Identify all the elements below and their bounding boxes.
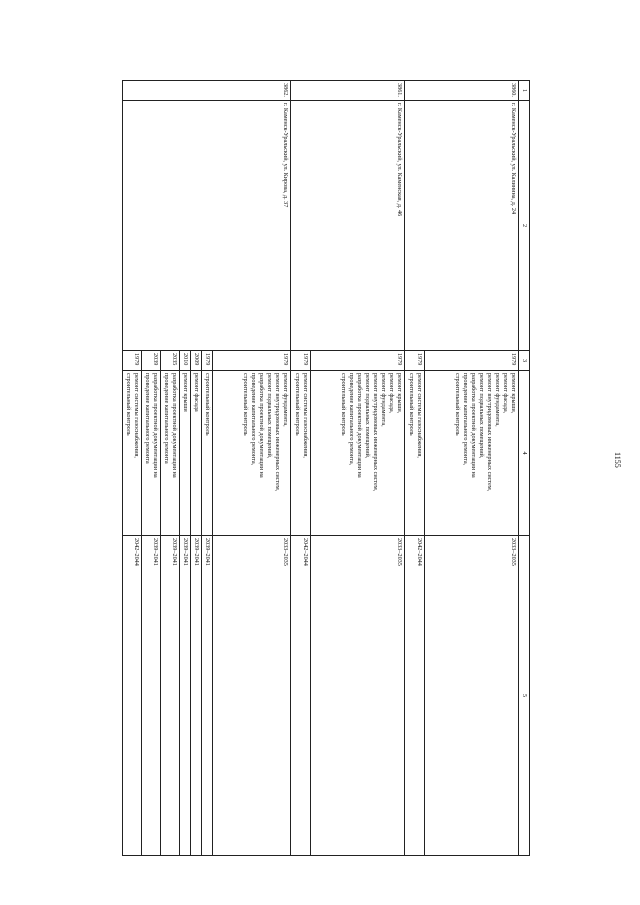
row-works: ремонт фундамента, ремонт внутридомовых инженерных систем, ремонт подвальных помещений, разработка проектной документации на проведение капитального ремонта, строительный контроль (213, 371, 291, 536)
row-works: ремонт системы газоснабжения, строительный контроль (405, 371, 425, 536)
row-period: 2033–2035 (311, 536, 405, 856)
row-period: 2033–2035 (213, 536, 291, 856)
row-year: 1979 (405, 351, 425, 371)
row-works: ремонт системы газоснабжения, строительный контроль (291, 371, 311, 536)
row-year: 2039 (142, 351, 161, 371)
row-works: разработка проектной документации на проведение капитального ремонта (142, 371, 161, 536)
row-year: 1979 (291, 351, 311, 371)
table-row (425, 81, 519, 856)
row-works: разработка проектной документации на проведение капитального ремонта (161, 371, 180, 536)
row-year: 1979 (213, 351, 291, 371)
table-row (311, 81, 405, 856)
row-works: ремонт крыши, ремонт фасада, ремонт фундамента, ремонт внутридомовых инженерных систем, ремонт подвальных помещений, разработка проектной документации на проведение капитального ремонта, строительный контроль (425, 371, 519, 536)
header-col-4: 4 (519, 371, 530, 536)
row-address: г. Каменск-Уральский, ул. Каменская, д. 46 (291, 101, 405, 351)
row-period: 2039–2041 (161, 536, 180, 856)
row-address: г. Каменск-Уральский, ул. Калинина, д. 24 (405, 101, 519, 351)
row-period: 2033–2035 (425, 536, 519, 856)
row-works: ремонт системы газоснабжения, строительный контроль (123, 371, 142, 536)
header-col-2: 2 (519, 101, 530, 351)
row-year: 1979 (123, 351, 142, 371)
row-period: 2039–2041 (180, 536, 191, 856)
row-year: 2035 (161, 351, 180, 371)
row-works: ремонт крыши (180, 371, 191, 536)
header-row (519, 81, 530, 856)
row-year: 1979 (311, 351, 405, 371)
row-address: г. Каменск-Уральский, ул. Кирова, д. 37 (123, 101, 291, 351)
table-row (213, 81, 291, 856)
header-col-5: 5 (519, 536, 530, 856)
row-number: 3861. (291, 81, 405, 101)
row-period: 2039–2041 (142, 536, 161, 856)
row-period: 2042–2044 (123, 536, 142, 856)
row-year: 1979 (425, 351, 519, 371)
row-works: ремонт крыши, ремонт фасада, ремонт фундамента, ремонт внутридомовых инженерных систем, ремонт подвальных помещений, разработка проектной документации на проведение капитального ремонта, строительный контроль (311, 371, 405, 536)
row-number: 3862. (123, 81, 291, 101)
row-year: 1979 (202, 351, 213, 371)
row-year: 2009 (191, 351, 202, 371)
header-col-1: 1 (519, 81, 530, 101)
row-year: 2010 (180, 351, 191, 371)
row-number: 3860. (405, 81, 519, 101)
row-works: ремонт фасада (191, 371, 202, 536)
header-col-3: 3 (519, 351, 530, 371)
row-period: 2042–2044 (291, 536, 311, 856)
capital-repair-table (122, 80, 530, 856)
row-period: 2039–2041 (202, 536, 213, 856)
rotated-table-container (85, 80, 530, 855)
page-number: 1155 (613, 452, 622, 468)
row-period: 2042–2044 (405, 536, 425, 856)
row-period: 2039–2041 (191, 536, 202, 856)
row-works: строительный контроль (202, 371, 213, 536)
